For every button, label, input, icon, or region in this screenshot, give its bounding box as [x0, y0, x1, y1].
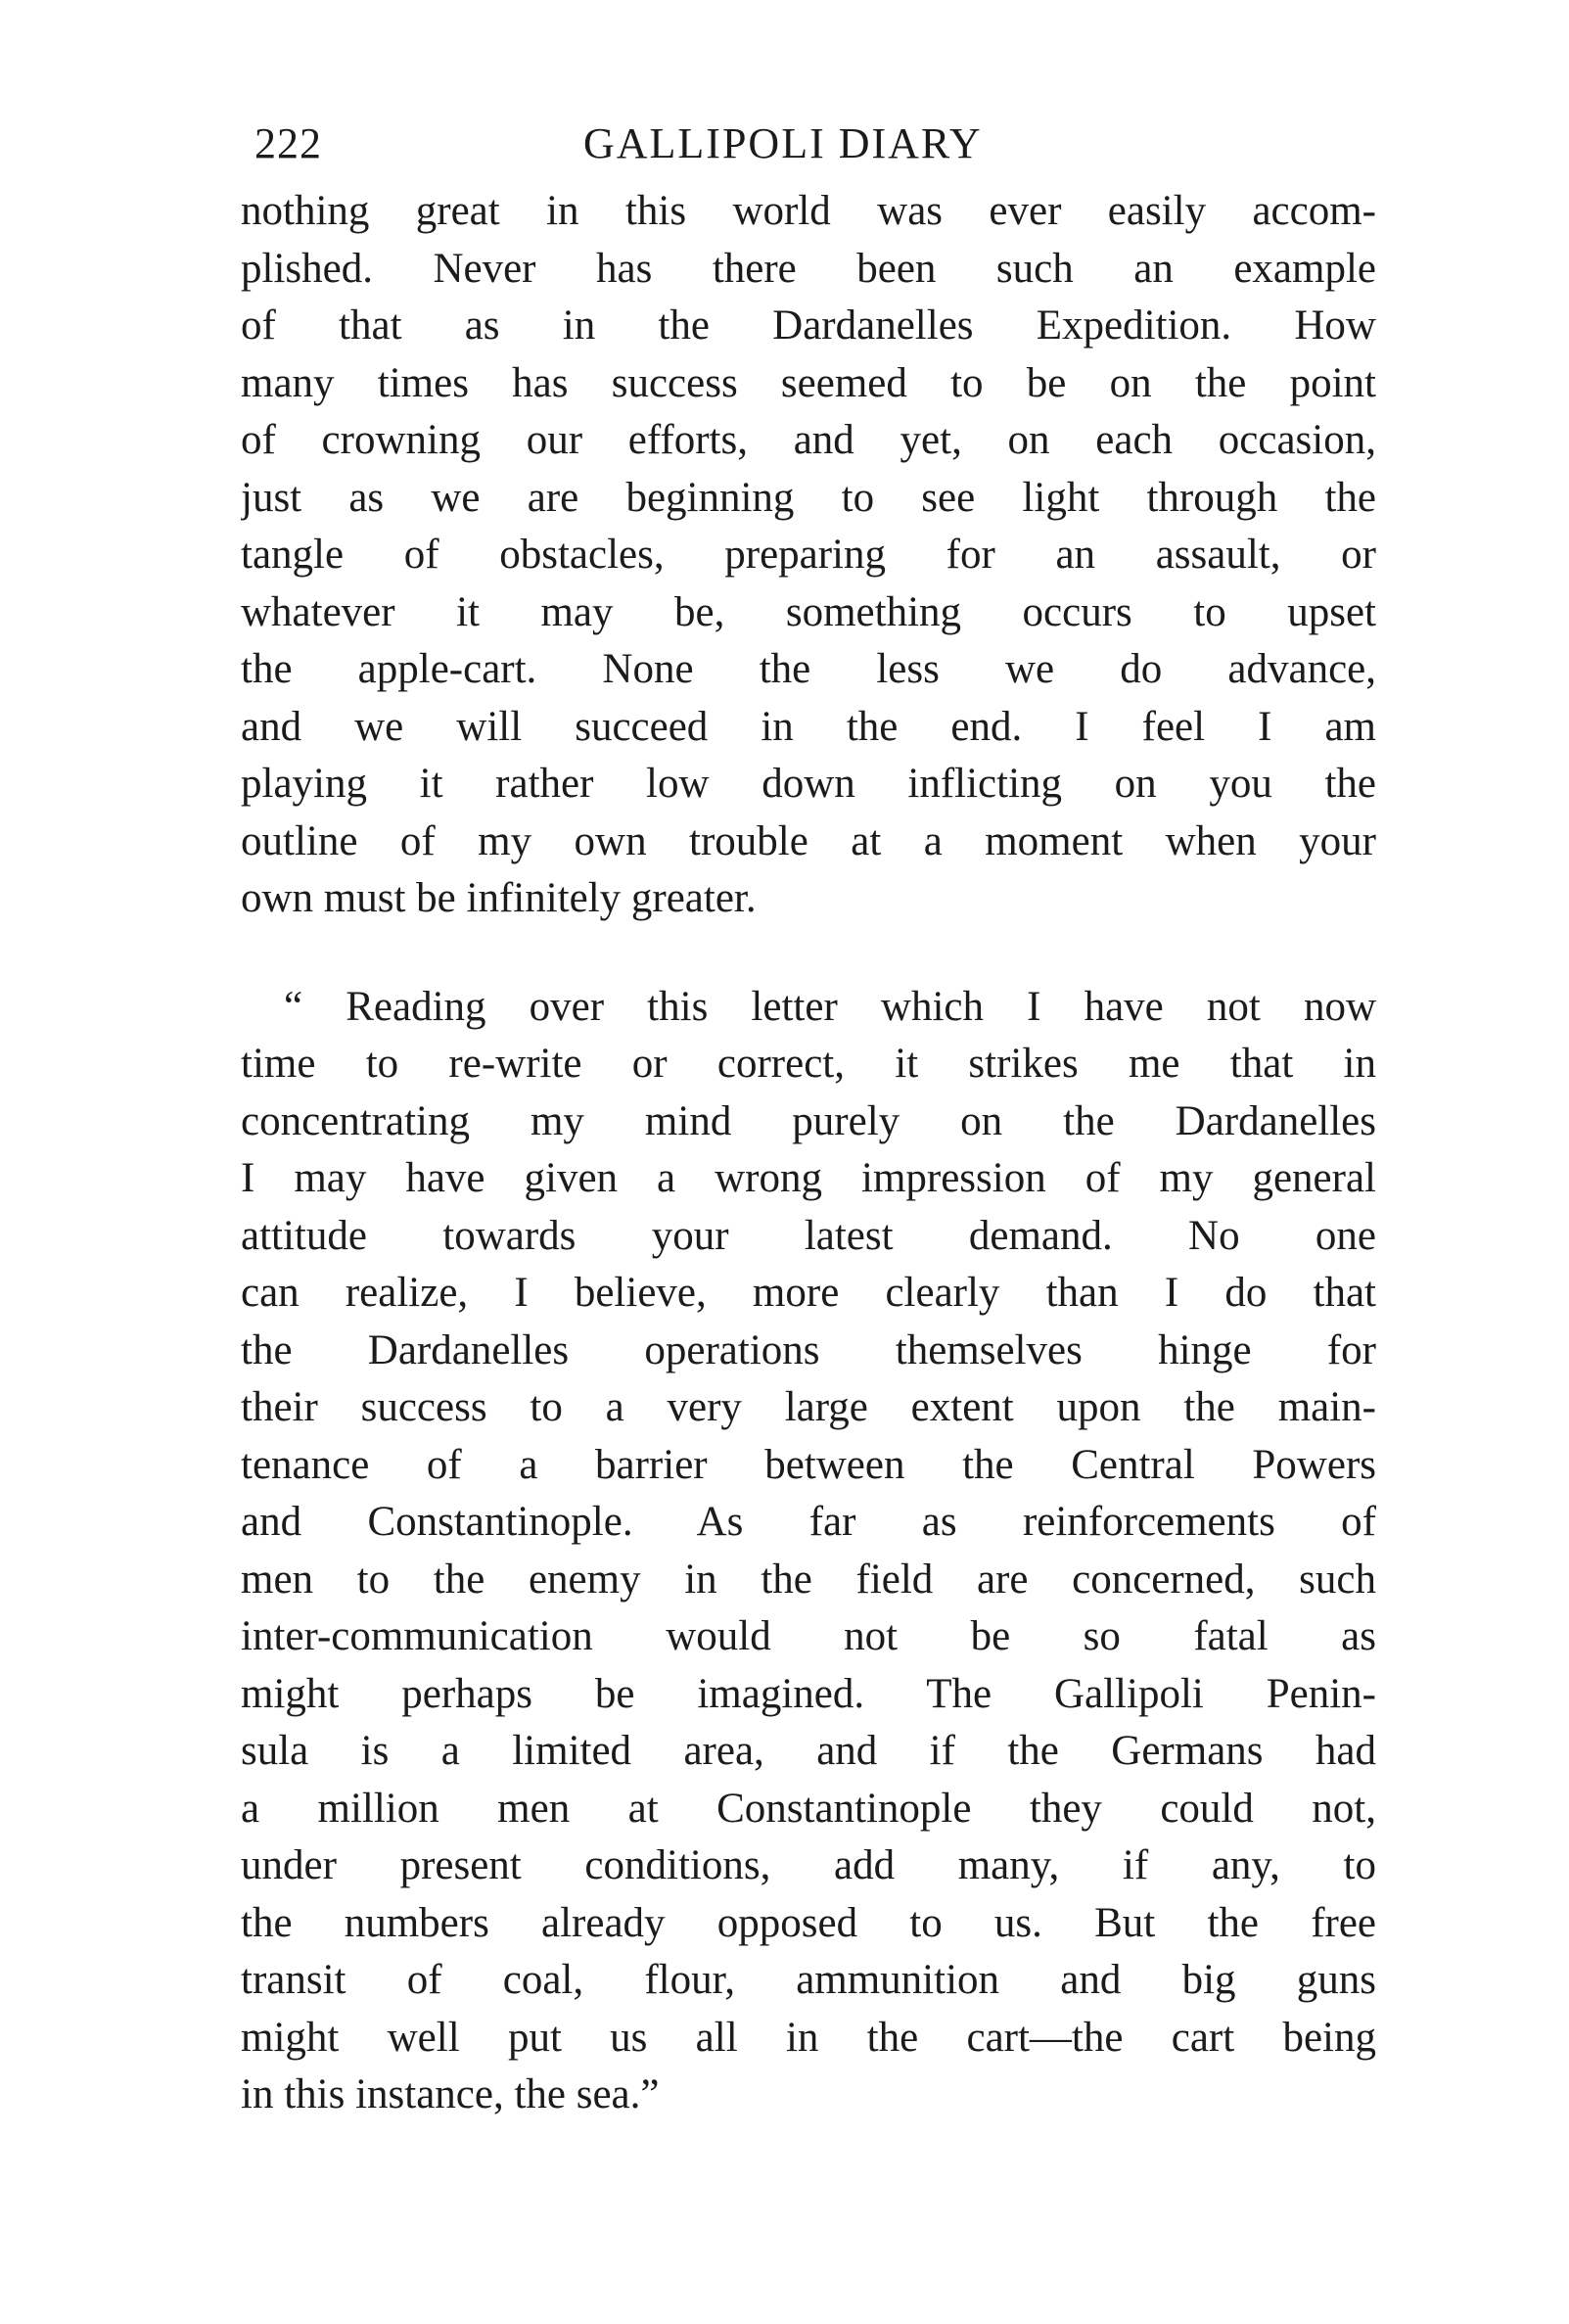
text-line: attitude towards your latest demand. No one: [241, 1212, 1376, 1259]
text-line: the apple-cart. None the less we do advance,: [241, 646, 1376, 692]
page-number: 222: [254, 119, 322, 167]
text-line: the numbers already opposed to us. But the free: [241, 1899, 1376, 1946]
text-line: and Constantinople. As far as reinforcements of: [241, 1499, 1376, 1545]
text-line: time to re-write or correct, it strikes me that in: [241, 1041, 1376, 1087]
text-line: plished. Never has there been such an example: [241, 245, 1376, 292]
text-line: can realize, I believe, more clearly than I do that: [241, 1270, 1376, 1316]
book-page: [241, 113, 1376, 2124]
text-line: the Dardanelles operations themselves hinge for: [241, 1326, 1376, 1373]
text-line: under present conditions, add many, if any, to: [241, 1842, 1376, 1888]
text-line: a million men at Constantinople they could not,: [241, 1785, 1376, 1832]
text-line: own must be infinitely greater.: [241, 875, 757, 921]
text-line: might well put us all in the cart—the cart being: [241, 2014, 1376, 2061]
text-line: inter-communication would not be so fatal as: [241, 1613, 1376, 1659]
body-text: [241, 183, 1376, 2124]
text-line: transit of coal, flour, ammunition and big guns: [241, 1957, 1376, 2003]
text-line: in this instance, the sea.”: [241, 2071, 660, 2117]
text-line: tangle of obstacles, preparing for an assault, or: [241, 532, 1376, 578]
text-line: nothing great in this world was ever easily accom-: [241, 188, 1376, 234]
text-line: just as we are beginning to see light through the: [241, 474, 1376, 521]
text-line: “ Reading over this letter which I have not now: [284, 983, 1376, 1030]
text-line: many times has success seemed to be on the point: [241, 359, 1376, 406]
text-line: of crowning our efforts, and yet, on each occasion,: [241, 417, 1376, 463]
text-line: concentrating my mind purely on the Dardanelles: [241, 1097, 1376, 1144]
text-line: and we will succeed in the end. I feel I am: [241, 703, 1376, 750]
text-line: I may have given a wrong impression of my general: [241, 1155, 1376, 1201]
running-title: GALLIPOLI DIARY: [583, 119, 983, 167]
paragraph-1: [241, 183, 1376, 928]
text-line: men to the enemy in the field are concerned, such: [241, 1556, 1376, 1603]
running-head: [241, 113, 1376, 175]
text-line: sula is a limited area, and if the Germans had: [241, 1728, 1376, 1774]
text-line: of that as in the Dardanelles Expedition. How: [241, 302, 1376, 349]
paragraph-2: [241, 979, 1376, 2124]
text-line: might perhaps be imagined. The Gallipoli Penin-: [241, 1670, 1376, 1717]
text-line: outline of my own trouble at a moment when your: [241, 817, 1376, 864]
text-line: whatever it may be, something occurs to upset: [241, 588, 1376, 635]
text-line: playing it rather low down inflicting on you the: [241, 761, 1376, 807]
text-line: their success to a very large extent upon the main-: [241, 1384, 1376, 1430]
text-line: tenance of a barrier between the Central Powers: [241, 1441, 1376, 1488]
paragraph-gap: [241, 928, 1376, 979]
